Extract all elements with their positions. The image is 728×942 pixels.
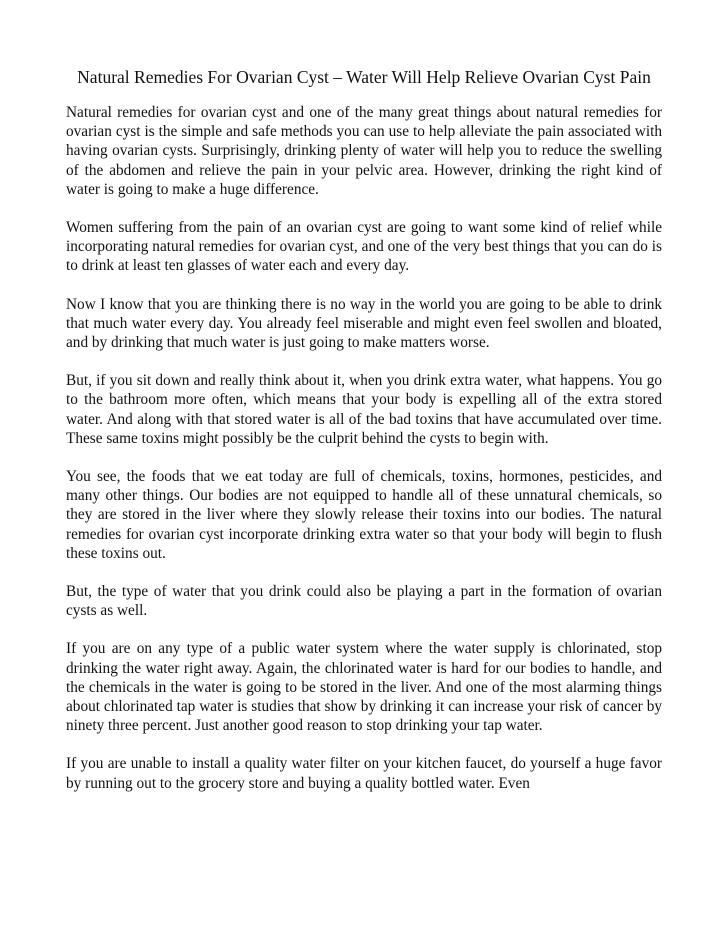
paragraph-8: If you are unable to install a quality water filter on your kitchen faucet, do yourself a huge favor by running out to the grocery store and buying a quality bottled water. Even [66,755,662,792]
paragraph-4: But, if you sit down and really think about it, when you drink extra water, what happens. You go to the bathroom more often, which means that your body is expelling all of the extra stored water. And along with that stored water is all of the bad toxins that have accumulated over time. These same toxins might possibly be the culprit behind the cysts to begin with. [66,372,662,447]
paragraph-6: But, the type of water that you drink could also be playing a part in the formation of ovarian cysts as well. [66,583,662,620]
paragraph-7: If you are on any type of a public water system where the water supply is chlorinated, stop drinking the water right away. Again, the chlorinated water is hard for our bodies to handle, and the chemicals in the water is going to be stored in the liver. And one of the most alarming things about chlorinated tap water is studies that show by drinking it can increase your risk of cancer by ninety three percent. Just another good reason to stop drinking your tap water. [66,640,662,735]
page-title: Natural Remedies For Ovarian Cyst – Water Will Help Relieve Ovarian Cyst Pain [77,67,651,87]
paragraph-1: Natural remedies for ovarian cyst and one of the many great things about natural remedies for ovarian cyst is the simple and safe methods you can use to help alleviate the pain associated with having ovarian cysts. Surprisingly, drinking plenty of water will help you to reduce the swelling of the abdomen and relieve the pain in your pelvic area. However, drinking the right kind of water is going to make a huge difference. [66,104,662,198]
paragraph-5: You see, the foods that we eat today are full of chemicals, toxins, hormones, pesticides, and many other things. Our bodies are not equipped to handle all of these unnatural chemicals, so they are stored in the liver where they slowly release their toxins into our bodies. The natural remedies for ovarian cyst incorporate drinking extra water so that your body will begin to flush these toxins out. [66,468,662,562]
paragraph-3: Now I know that you are thinking there is no way in the world you are going to be able to drink that much water every day. You already feel miserable and might even feel swollen and bloated, and by drinking that much water is just going to make matters worse. [66,295,662,352]
paragraph-2: Women suffering from the pain of an ovarian cyst are going to want some kind of relief while incorporating natural remedies for ovarian cyst, and one of the very best things that you can do is to drink at least ten glasses of water each and every day. [66,219,662,275]
